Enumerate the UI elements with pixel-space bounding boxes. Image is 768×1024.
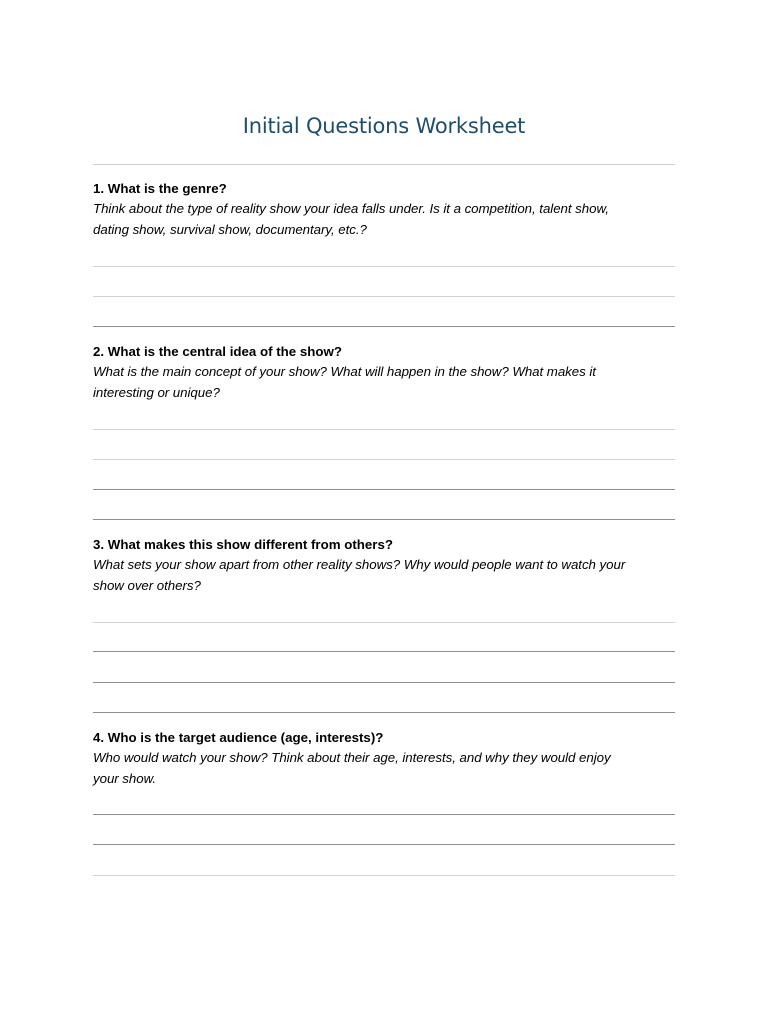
question-4-answer-line-2[interactable] — [93, 844, 675, 845]
question-4-heading: 4. Who is the target audience (age, interests)? — [93, 730, 384, 745]
question-1-prompt-line-1: Think about the type of reality show your idea falls under. Is it a competition, talent show, — [93, 201, 609, 216]
question-3-heading: 3. What makes this show different from others? — [93, 537, 393, 552]
question-4-prompt-line-1: Who would watch your show? Think about their age, interests, and why they would enjoy — [93, 750, 611, 765]
question-3-answer-line-2[interactable] — [93, 651, 675, 652]
question-3-answer-line-3[interactable] — [93, 682, 675, 683]
question-4 — [93, 728, 675, 789]
question-2-heading: 2. What is the central idea of the show? — [93, 344, 342, 359]
question-1-answer-line-1[interactable] — [93, 266, 675, 267]
question-2 — [93, 342, 675, 403]
question-2-answer-line-4[interactable] — [93, 519, 675, 520]
question-3-prompt-line-2: show over others? — [93, 577, 201, 593]
title-divider — [93, 164, 675, 165]
question-3-answer-line-4[interactable] — [93, 712, 675, 713]
question-1-answer-line-2[interactable] — [93, 296, 675, 297]
question-4-answer-line-1[interactable] — [93, 814, 675, 815]
question-1-prompt-line-2: dating show, survival show, documentary, etc.? — [93, 221, 367, 237]
question-1-heading: 1. What is the genre? — [93, 181, 227, 196]
question-1 — [93, 179, 675, 240]
question-1-answer-line-3[interactable] — [93, 326, 675, 327]
question-4-prompt-line-2: your show. — [93, 770, 157, 786]
question-3 — [93, 535, 675, 596]
question-3-prompt-line-1: What sets your show apart from other reality shows? Why would people want to watch your — [93, 557, 626, 572]
page-title: Initial Questions Worksheet — [242, 114, 526, 138]
question-2-answer-line-2[interactable] — [93, 459, 675, 460]
question-2-prompt-line-2: interesting or unique? — [93, 384, 220, 400]
question-2-answer-line-1[interactable] — [93, 429, 675, 430]
question-3-answer-line-1[interactable] — [93, 622, 675, 623]
question-2-answer-line-3[interactable] — [93, 489, 675, 490]
question-4-answer-line-3[interactable] — [93, 875, 675, 876]
question-2-prompt-line-1: What is the main concept of your show? What will happen in the show? What makes it — [93, 364, 596, 379]
